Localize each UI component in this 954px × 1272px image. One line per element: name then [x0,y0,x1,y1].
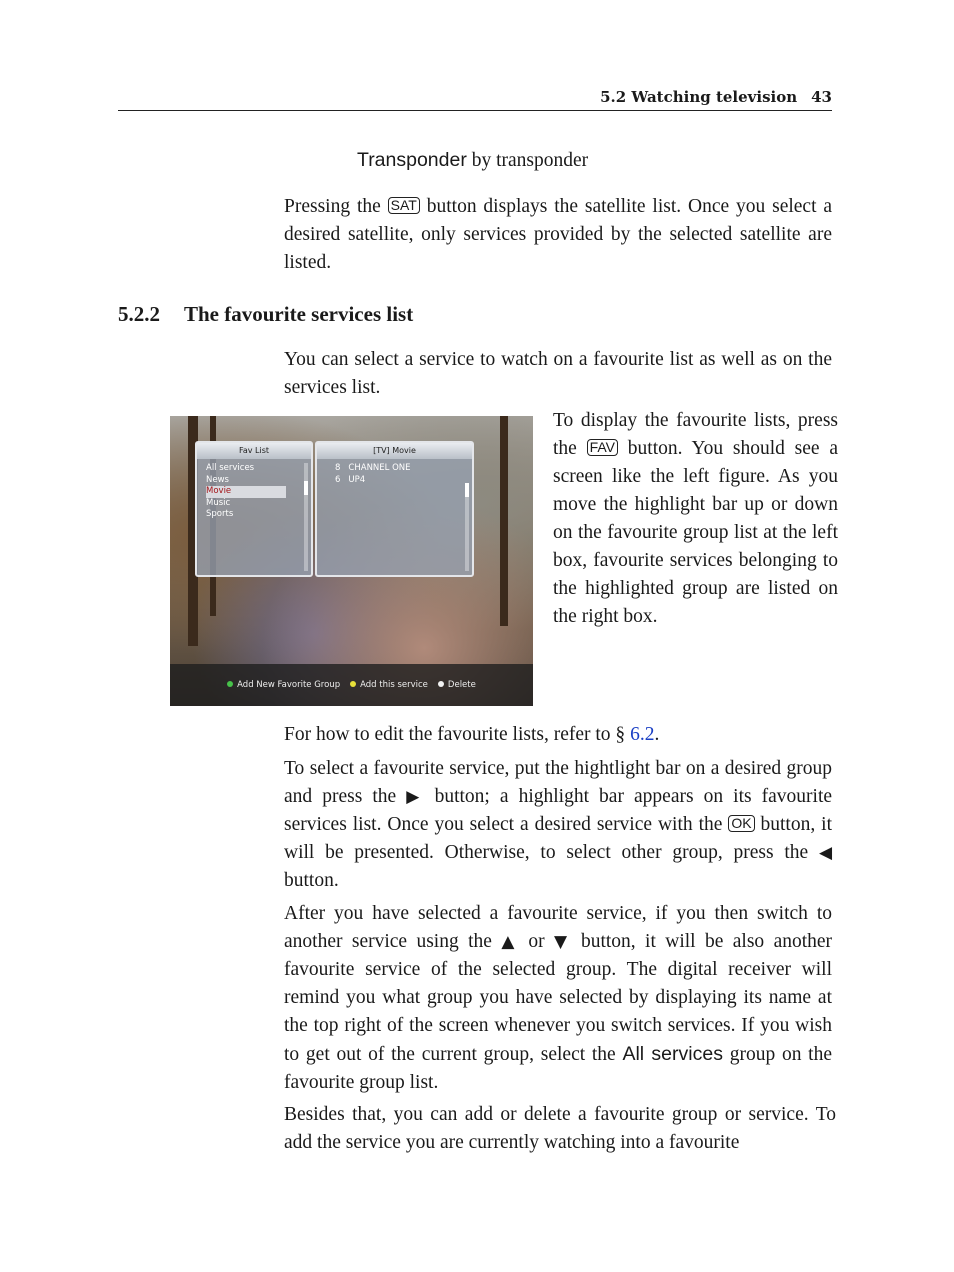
sat-key: SAT [388,197,420,214]
transponder-term: Transponder [357,149,467,171]
group-item-selected: Movie [206,486,286,498]
text: For how to edit the favourite lists, refer to § [284,724,626,745]
up-arrow-icon: ▲ [501,932,519,952]
right-arrow-icon: ▶ [406,787,425,807]
footer-hint [350,680,428,690]
panel-title: Fav List [197,443,311,459]
footer-hint [227,680,340,690]
fav-group-panel [195,441,313,577]
fav-services-panel [315,441,474,577]
service-number: 8 [335,463,341,473]
ok-key: OK [728,815,754,832]
service-number: 6 [335,474,341,485]
page-header [118,86,832,111]
text: Pressing the [284,196,381,217]
running-head: 5.2 Watching television [600,88,798,106]
section-link[interactable]: 6.2 [630,724,655,745]
hint-label: Add New Favorite Group [237,680,341,690]
text: button displays the satellite list. Once you select a desired satellite, only services provided by the selected satellite are listed. [284,196,833,273]
section-number: 5.2.2 [118,302,160,326]
white-dot-icon [438,681,444,687]
hint-label: Delete [447,680,476,690]
paragraph-intro: You can select a service to watch on a favourite list as well as on the services list. [284,349,832,398]
service-name: UP4 [348,474,366,485]
yellow-dot-icon [350,681,356,687]
left-arrow-icon: ◀ [818,843,833,863]
service-item [335,463,472,475]
transponder-line [357,146,588,175]
text: button, it will be presented. Otherwise, to select other group, press the [284,814,832,863]
text: group on the favourite group list. [284,1044,833,1093]
scrollbar [304,463,308,571]
all-services-term: All services [622,1043,723,1065]
section-heading [118,302,413,327]
service-name: CHANNEL ONE [348,463,411,473]
text: button; a highlight bar appears on its favourite services list. Once you select a desired service with the [284,786,833,835]
scrollbar [465,483,469,571]
text: button, it will be also another favourite service of the selected group. The digital receiver will remind you what group you have selected by displaying its name at the top right of the screen whenever you switch services. If you wish to get out of the current group, select the [284,931,833,1065]
section-title: The favourite services list [184,302,414,326]
page-number: 43 [811,88,832,106]
transponder-rest: by transponder [471,150,589,171]
paragraph-add: Besides that, you can add or delete a favourite group or service. To add the service you are currently watching into a favourite [284,1104,836,1153]
scroll-thumb [465,483,469,497]
text: . [654,724,660,745]
text: To select a favourite service, put the hightlight bar on a desired group and press the [284,758,832,807]
green-dot-icon [227,681,233,687]
group-item: Sports [206,509,234,519]
fav-list-screenshot [170,416,533,706]
service-item [335,475,472,487]
group-list [197,459,311,521]
text: or [528,931,545,952]
group-item: All services [206,463,255,473]
tree-trunk [500,416,508,626]
group-item: Music [206,497,231,508]
paragraph-fav [553,407,838,631]
paragraph-select [284,755,832,895]
paragraph-switch [284,900,832,1097]
down-arrow-icon: ▼ [553,932,572,952]
paragraph-edit [284,721,832,749]
scroll-thumb [304,481,308,495]
footer-hint-bar [170,664,533,706]
group-item: News [206,474,229,485]
service-list [317,459,472,486]
fav-key: FAV [587,439,618,456]
panel-title: [TV] Movie [317,443,472,459]
paragraph-sat [284,193,832,277]
text: To display the favourite lists, press the [553,410,838,459]
text: button. You should see a screen like the left figure. As you move the highlight bar up or down on the favourite group list at the left box, favourite services belonging to the highlighted group are listed on the right box. [553,438,839,627]
text: After you have selected a favourite service, if you then switch to another service using the [284,903,832,952]
text: button. [284,870,339,891]
hint-label: Add this service [360,680,428,690]
footer-hint [438,680,476,690]
